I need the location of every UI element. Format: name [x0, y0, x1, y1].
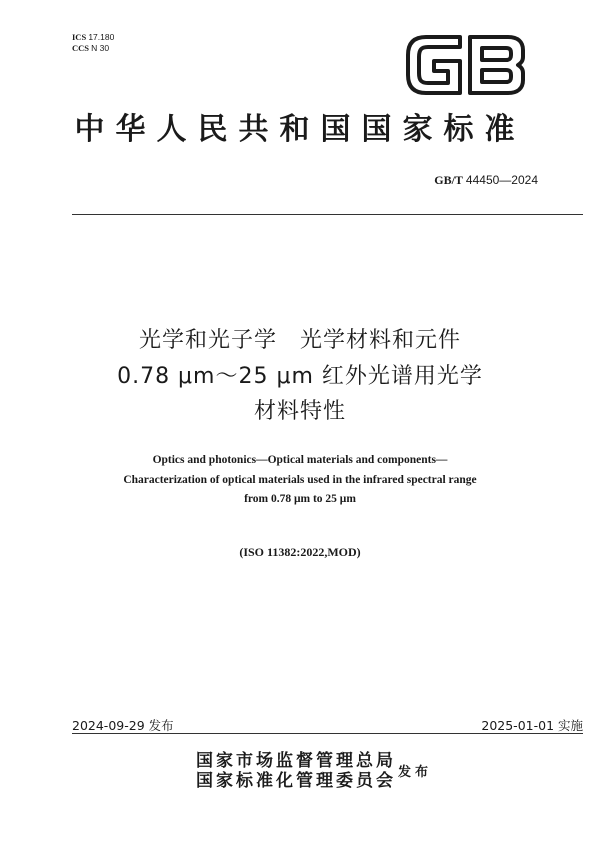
ics-label: ICS: [72, 32, 87, 42]
issuer-line-1: 国家市场监督管理总局: [196, 751, 396, 771]
cn-title-line-3: 材料特性: [253, 399, 346, 424]
standard-title: 中华人民共和国国家标准: [74, 112, 526, 147]
ics-code: [72, 32, 114, 42]
gb-logo: [404, 33, 528, 97]
gb-logo-icon: [404, 33, 528, 97]
cn-title-line-1: 光学和光子学 光学材料和元件: [138, 328, 461, 353]
standard-code-prefix: GB/T: [434, 173, 463, 187]
ccs-label: CCS: [72, 43, 90, 53]
adoption-note: (ISO 11382:2022,MOD): [239, 545, 361, 559]
ics-value: 17.180: [88, 32, 115, 42]
standard-code: [434, 173, 538, 188]
issuer-line-2: 国家标准化管理委员会: [196, 771, 396, 791]
issue-action: 发布: [398, 765, 433, 780]
cn-title-line-2: 0.78 μm～25 μm 红外光谱用光学: [117, 364, 483, 389]
en-title-line-3: from 0.78 μm to 25 μm: [244, 493, 356, 505]
en-title-line-2: Characterization of optical materials used in the infrared spectral range: [123, 474, 477, 486]
effective-date: 2025-01-01 实施: [481, 718, 583, 733]
issue-date: 2024-09-29 发布: [72, 718, 174, 733]
bottom-divider: [72, 733, 583, 734]
top-divider: [72, 214, 583, 215]
ccs-code: [72, 43, 109, 53]
en-title-line-1: Optics and photonics—Optical materials and components—: [152, 454, 448, 466]
ccs-value: N 30: [91, 43, 110, 53]
standard-code-number: 44450—2024: [465, 173, 538, 187]
